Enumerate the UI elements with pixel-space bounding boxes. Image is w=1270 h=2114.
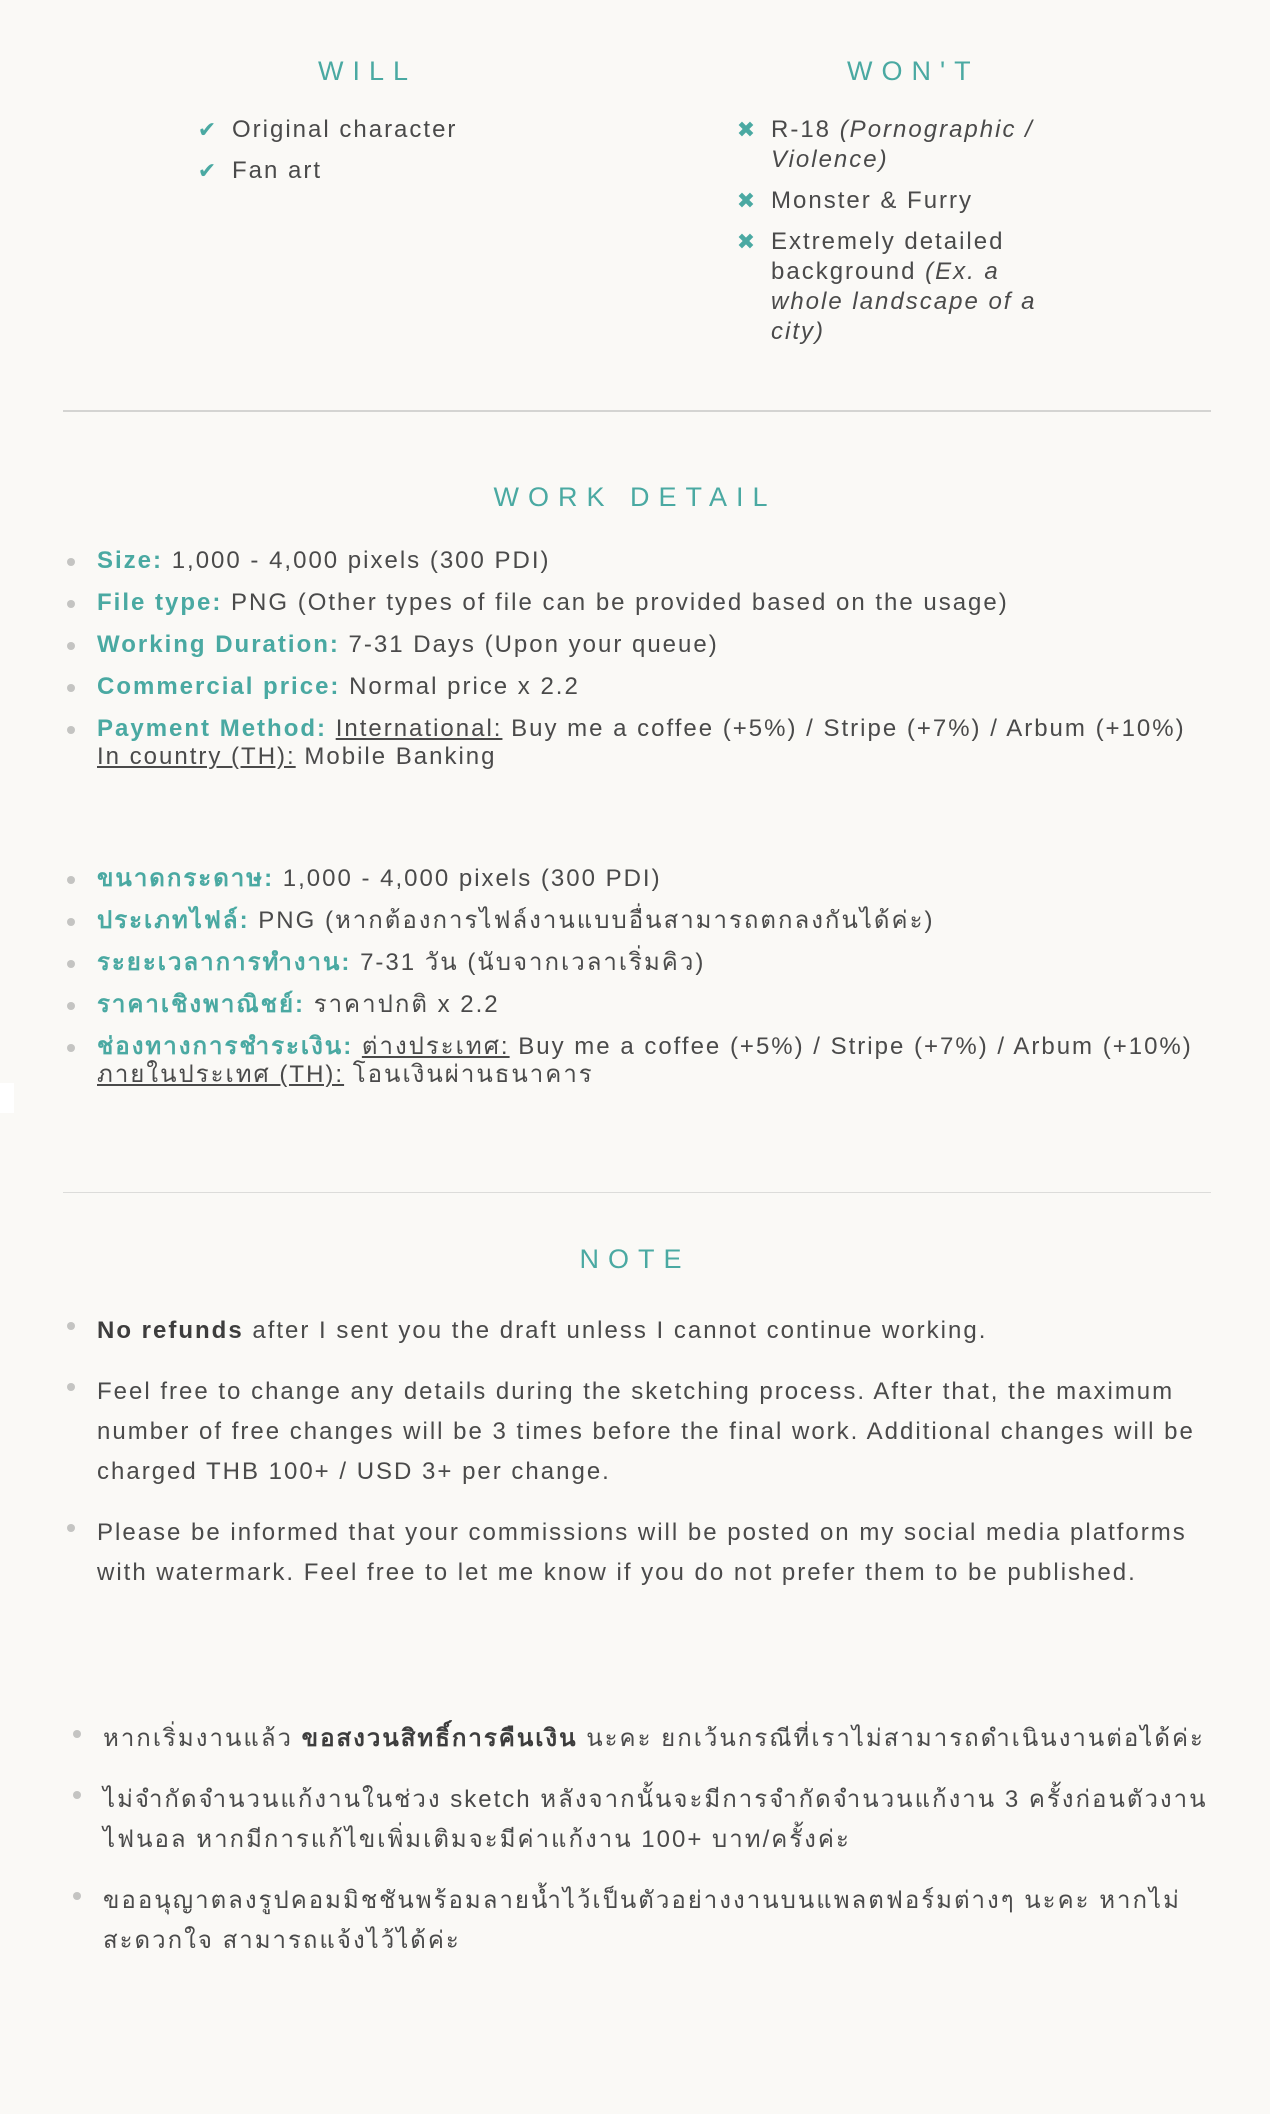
size-label: ขนาดกระดาษ:	[97, 865, 275, 892]
work-detail-filetype	[65, 589, 1215, 617]
payment-intl-value: Buy me a coffee (+5%) / Stripe (+7%) / Arbum (+10%)	[518, 1033, 1193, 1060]
duration-value: 7-31 วัน (นับจากเวลาเริ่มคิว)	[360, 949, 706, 976]
note-changes-text: Feel free to change any details during the sketching process. After that, the maximum number of free changes will be 3 times before the final work. Additional changes will be charged THB 100+ / USD 3+ per change.	[97, 1378, 1195, 1485]
wont-item-note: (Pornographic / Violence)	[771, 116, 1034, 173]
note-changes	[65, 1372, 1215, 1492]
commercial-value: ราคาปกติ x 2.2	[313, 991, 500, 1018]
payment-th-value: โอนเงินผ่านธนาคาร	[352, 1061, 594, 1088]
section-divider	[63, 1192, 1211, 1193]
wont-item	[735, 186, 1065, 216]
wont-heading: WON'T	[847, 56, 980, 86]
commercial-value: Normal price x 2.2	[349, 673, 580, 700]
work-detail-duration	[65, 631, 1215, 659]
note-refund-bold: No refunds	[97, 1317, 244, 1344]
commercial-label: ราคาเชิงพาณิชย์:	[97, 991, 306, 1018]
duration-value: 7-31 Days (Upon your queue)	[348, 631, 719, 658]
note-changes-text: ไม่จำกัดจำนวนแก้งานในช่วง sketch หลังจากนั้นจะมีการจำกัดจำนวนแก้งาน 3 ครั้งก่อนตัวงานไฟนอล หากมีการแก้ไขเพิ่มเติมจะมีค่าแก้งาน 100+ บาท/ครั้งค่ะ	[103, 1786, 1208, 1853]
note-refund-text: after I sent you the draft unless I cannot continue working.	[243, 1317, 988, 1344]
note-refund	[71, 1719, 1215, 1759]
note-posting	[65, 1513, 1215, 1593]
note-list-en	[65, 1311, 1215, 1614]
check-icon: ✔	[197, 117, 219, 142]
payment-label: ช่องทางการชำระเงิน:	[97, 1033, 354, 1060]
work-detail-commercial	[65, 673, 1215, 701]
note-refund-text: นะคะ ยกเว้นกรณีที่เราไม่สามารถดำเนินงานต่อได้ค่ะ	[577, 1725, 1205, 1752]
payment-th-value: Mobile Banking	[304, 743, 497, 770]
wont-item	[735, 227, 1065, 347]
note-posting	[71, 1881, 1215, 1961]
cross-icon: ✖	[736, 117, 758, 142]
wont-item-note: (Ex. a whole landscape of a city)	[771, 258, 1037, 345]
wont-item-text: Extremely detailed background	[771, 228, 1005, 285]
will-heading: WILL	[318, 56, 418, 86]
will-column	[196, 56, 556, 197]
check-icon: ✔	[197, 158, 219, 183]
wont-item-text: Monster & Furry	[771, 187, 974, 214]
note-heading: NOTE	[579, 1244, 691, 1274]
filetype-value: PNG (หากต้องการไฟล์งานแบบอื่นสามารถตกลงกันได้ค่ะ)	[258, 907, 935, 934]
will-list	[196, 115, 556, 186]
wont-item	[735, 115, 1065, 175]
wont-column	[735, 56, 1065, 358]
work-detail-size	[65, 547, 1215, 575]
work-detail-size	[65, 865, 1215, 893]
edge-mark	[0, 1083, 14, 1113]
note-refund	[65, 1311, 1215, 1351]
filetype-value: PNG (Other types of file can be provided based on the usage)	[231, 589, 1009, 616]
wont-list	[735, 115, 1065, 347]
note-refund-bold: ขอสงวนสิทธิ์การคืนเงิน	[301, 1725, 578, 1752]
duration-label: Working Duration:	[97, 631, 340, 658]
commercial-label: Commercial price:	[97, 673, 341, 700]
payment-label: Payment Method:	[97, 715, 328, 742]
payment-intl-value: Buy me a coffee (+5%) / Stripe (+7%) / Arbum (+10%)	[511, 715, 1186, 742]
will-item-text: Original character	[232, 116, 458, 143]
section-divider	[63, 410, 1211, 412]
size-label: Size:	[97, 547, 164, 574]
work-detail-payment	[65, 715, 1215, 771]
duration-label: ระยะเวลาการทำงาน:	[97, 949, 352, 976]
wont-item-text: R-18	[771, 116, 840, 143]
note-changes	[71, 1780, 1215, 1860]
note-refund-pre: หากเริ่มงานแล้ว	[103, 1725, 302, 1752]
note-posting-text: Please be informed that your commissions will be posted on my social media platforms with watermark. Feel free to let me know if you do not prefer them to be published.	[97, 1519, 1187, 1586]
cross-icon: ✖	[736, 188, 758, 213]
filetype-label: File type:	[97, 589, 223, 616]
payment-intl-label: ต่างประเทศ:	[361, 1033, 510, 1060]
work-detail-heading: WORK DETAIL	[493, 482, 777, 512]
cross-icon: ✖	[736, 229, 758, 254]
note-list-th	[71, 1719, 1215, 1982]
filetype-label: ประเภทไฟล์:	[97, 907, 250, 934]
work-detail-list-th	[65, 865, 1215, 1103]
size-value: 1,000 - 4,000 pixels (300 PDI)	[171, 547, 551, 574]
work-detail-filetype	[65, 907, 1215, 935]
work-detail-list-en	[65, 547, 1215, 785]
will-item	[196, 115, 556, 145]
size-value: 1,000 - 4,000 pixels (300 PDI)	[282, 865, 662, 892]
will-item	[196, 156, 556, 186]
will-item-text: Fan art	[232, 157, 323, 184]
payment-th-label: ภายในประเทศ (TH):	[97, 1061, 345, 1088]
payment-intl-label: International:	[335, 715, 503, 742]
note-posting-text: ขออนุญาตลงรูปคอมมิชชันพร้อมลายน้ำไว้เป็นตัวอย่างงานบนแพลตฟอร์มต่างๆ นะคะ หากไม่สะดวกใจ สามารถแจ้งไว้ได้ค่ะ	[103, 1887, 1181, 1954]
payment-th-label: In country (TH):	[97, 743, 296, 770]
work-detail-commercial	[65, 991, 1215, 1019]
work-detail-payment	[65, 1033, 1215, 1089]
work-detail-duration	[65, 949, 1215, 977]
